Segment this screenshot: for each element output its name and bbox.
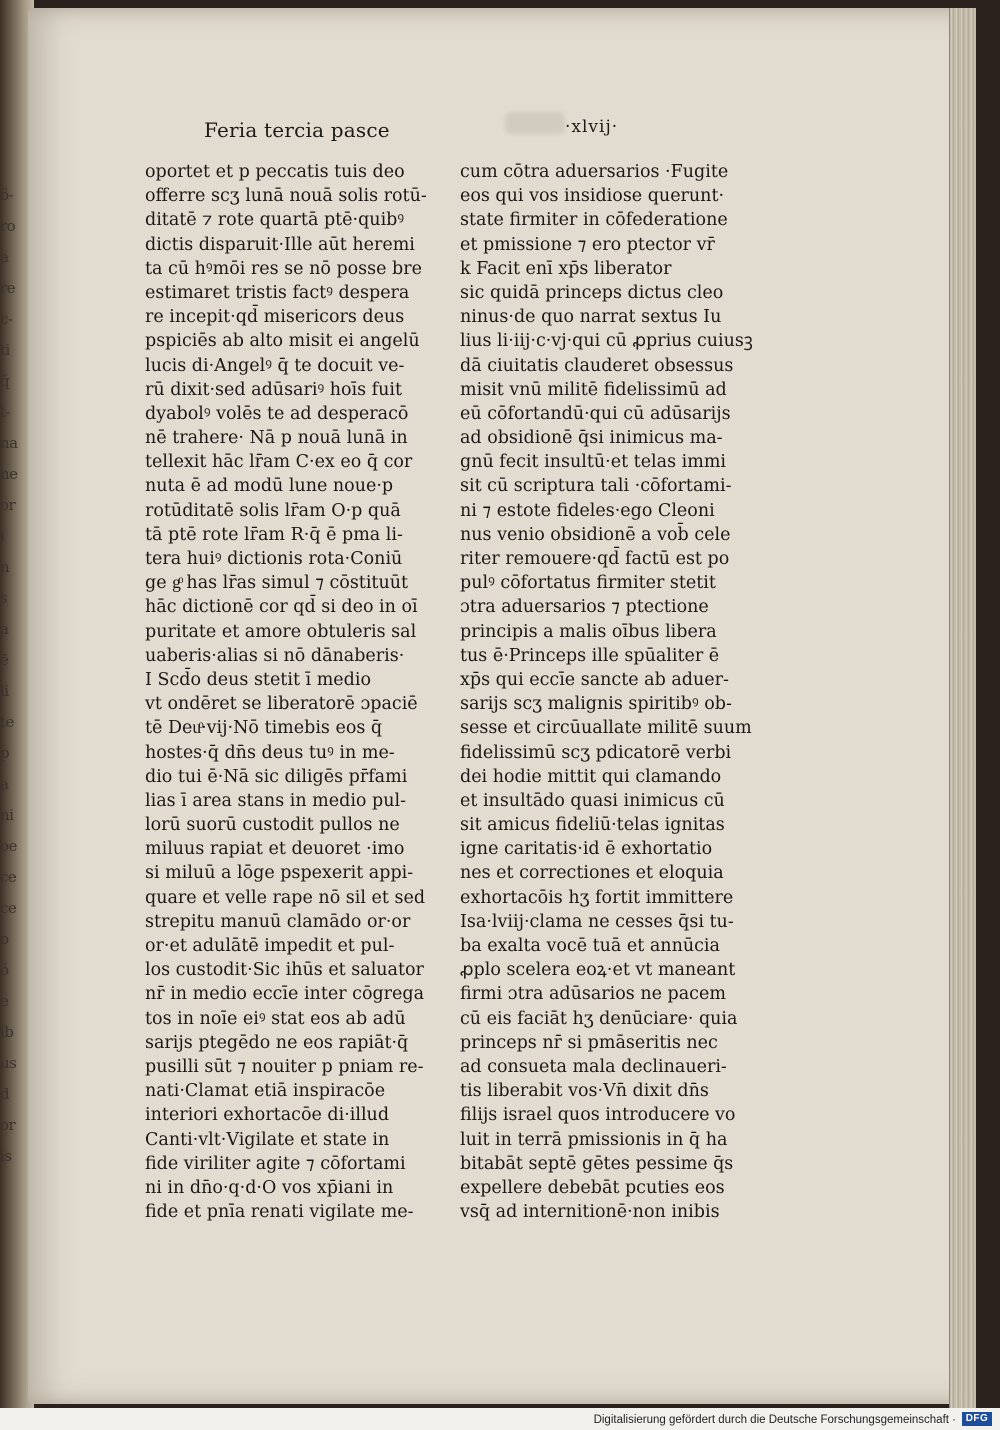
text-line: sesse et circūuallate militē suum [460, 718, 752, 739]
folio-number: ·xlvij· [565, 117, 619, 137]
text-line: cum cōtra aduersarios ·Fugite [460, 162, 729, 182]
text-line: uaberis·alias si nō dānaberis· [145, 645, 405, 666]
text-line: sit amicus fideliū·telas ignitas [460, 815, 725, 836]
text-line: pspiciēs ab alto misit ei angelū [145, 331, 420, 352]
prev-page-fragment: ne [0, 465, 18, 483]
prev-page-fragment: oe [0, 837, 17, 855]
text-line: puritate et amore obtuleris sal [145, 621, 417, 642]
text-line: expellere debebāt pcuties eos [460, 1177, 725, 1198]
text-line: nr̄ in medio eccīe inter cōgrega [145, 984, 425, 1005]
prev-page-fragment: a [0, 775, 9, 793]
text-line: Canti·vlt·Vigilate et state in [145, 1129, 390, 1150]
text-column-right [460, 160, 772, 1224]
text-line: lius li·iij·c·vj·qui cū ꝓprius cuiusꝫ [460, 331, 753, 352]
prev-page-fragment: li [0, 682, 9, 700]
text-line: xp̄s qui eccīe sancte ab aduer- [460, 669, 729, 690]
text-line: tā ptē rote lr̄am R·q̄ ē pma li- [145, 524, 403, 545]
text-line: sic quidā princeps dictus cleo [460, 282, 724, 303]
page-edges [949, 8, 976, 1413]
prev-page-fragment: d [0, 1085, 10, 1103]
prev-page-fragment: ro [0, 217, 16, 235]
text-line: tē Deuͦ·vij·Nō timebis eos q̄ [145, 718, 383, 739]
text-line: ad obsidionē q̄si inimicus ma- [460, 428, 723, 449]
text-line: hāc dictionē cor qd̄ si deo in oī [145, 597, 418, 618]
text-line: lorū suorū custodit pullos ne [145, 815, 400, 836]
text-line: tos in noīe eiꝰ stat eos ab adū [145, 1008, 406, 1029]
show-through-ghost [505, 112, 565, 134]
text-line: rū dixit·sed adūsariꝰ hoīs fuit [145, 379, 403, 400]
text-line: ditatē ⁊ rote quartā ptē·quibꝰ [145, 210, 405, 231]
text-line: ge gͦ has lr̄as simul ⁊ cōstituūt [145, 573, 409, 594]
text-line: tus ē·Princeps ille spūaliter ē [460, 645, 720, 666]
text-line: princeps nr̄ si pmāseritis nec [460, 1032, 718, 1053]
text-line: lias ī area stans in medio pul- [145, 790, 407, 811]
text-line: nuta ē ad modū lune noue·p [145, 476, 394, 497]
prev-page-fragment: ē [0, 651, 9, 669]
text-line: oportet et p peccatis tuis deo [145, 162, 405, 182]
prev-page-fragment: n [0, 558, 10, 576]
text-line: tera huiꝰ dictionis rota·Coniū [145, 549, 403, 569]
text-line: ninus·de quo narrat sextus Iu [460, 307, 722, 328]
text-line: bitabāt septē gētes pessime q̄s [460, 1153, 734, 1174]
text-line: fidelissimū scʒ pdicatorē verbi [460, 742, 732, 763]
prev-page-fragment: s [0, 589, 8, 607]
prev-page-fragment: c- [0, 310, 13, 328]
dfg-logo: DFG [962, 1412, 992, 1426]
text-column-left [145, 160, 445, 1224]
text-line: offerre scʒ lunā nouā solis rotū- [145, 186, 427, 207]
prev-page-fragment: te [0, 713, 14, 731]
prev-page-fragment: us [0, 1054, 17, 1072]
text-line: dei hodie mittit qui clamando [460, 766, 722, 787]
text-line: pulꝰ cōfortatus firmiter stetit [460, 573, 716, 594]
prev-page-fragment: t- [0, 403, 11, 421]
text-line: ba exalta vocē tuā et annūcia [460, 936, 720, 956]
text-line: or·et adulātē impedit et pul- [145, 936, 395, 956]
prev-page-fragment: ö- [0, 186, 14, 204]
prev-page-fragment: ib [0, 1023, 14, 1041]
text-line: quare et velle rape nō sil et sed [145, 887, 426, 908]
text-line: miluus rapiat et deuoret ·imo [145, 839, 405, 860]
previous-page-edge [0, 180, 30, 1200]
text-line: dio tui ē·Nā sic diligēs pr̄fami [145, 766, 408, 787]
text-line: ad consueta mala declinaueri- [460, 1056, 727, 1077]
prev-page-fragment: q̃ [0, 372, 10, 390]
prev-page-fragment: i [0, 527, 5, 545]
text-line: fide viriliter agite ⁊ cōfortami [145, 1153, 406, 1174]
text-line: sarijs ptegēdo ne eos rapiāt·q̄ [145, 1032, 409, 1053]
prev-page-fragment: ni [0, 806, 14, 824]
text-line: nus venio obsidionē a vob̄ cele [460, 524, 731, 545]
prev-page-fragment: re [0, 279, 16, 297]
text-line: re incepit·qd̄ misericors deus [145, 307, 405, 328]
prev-page-fragment: or [0, 1116, 16, 1134]
text-line: nati·Clamat etiā inspiracōe [145, 1081, 386, 1102]
text-line: riter remouere·qd̄ factū est po [460, 549, 730, 569]
text-line: ni in dn̄o·q·d·O vos xp̄iani in [145, 1177, 394, 1198]
text-line: sarijs scʒ malignis spiritibꝰ ob- [460, 694, 732, 715]
prev-page-fragment: or [0, 496, 16, 514]
text-line: exhortacōis hʒ fortit immittere [460, 887, 734, 908]
prev-page-fragment: a [0, 248, 9, 266]
prev-page-fragment: ce [0, 899, 17, 917]
prev-page-fragment: a [0, 620, 9, 638]
text-line: Isa·lviij·clama ne cesses q̄si tu- [460, 911, 734, 932]
text-line: los custodit·Sic ihūs et saluator [145, 960, 424, 981]
text-line: dā ciuitatis clauderet obsessus [460, 355, 734, 376]
text-line: dictis disparuit·Ille aūt heremi [145, 234, 415, 255]
text-line: principis a malis oībus libera [460, 621, 717, 642]
text-line: et insultādo quasi inimicus cū [460, 790, 725, 811]
text-line: eos qui vos insidiose querunt· [460, 186, 725, 207]
text-line: dyabolꝰ volēs te ad desperacō [145, 403, 409, 424]
text-line: et pmissione ⁊ ero ptector vr̄ [460, 234, 715, 255]
text-line: si miluū a lōge pspexerit appi- [145, 863, 414, 884]
text-line: ɔtra aduersarios ⁊ ptectione [460, 597, 709, 618]
text-line: eū cōfortandū·qui cū adūsarijs [460, 403, 731, 424]
text-line: tis liberabit vos·Vn̄ dixit dn̄s [460, 1081, 709, 1102]
prev-page-fragment: ti [0, 341, 10, 359]
text-line: gnū fecit insultū·et telas immi [460, 452, 727, 473]
prev-page-fragment: is [0, 1147, 12, 1165]
text-line: pusilli sūt ⁊ nouiter p pniam re- [145, 1056, 424, 1077]
prev-page-fragment: o [0, 930, 9, 948]
prev-page-fragment: p [0, 744, 10, 762]
text-line: tellexit hāc lr̄am C·ex eo q̄ cor [145, 452, 413, 473]
text-line: state firmiter in cōfederatione [460, 210, 728, 231]
text-line: fide et pnīa renati vigilate me- [145, 1202, 414, 1223]
text-line: ni ⁊ estote fideles·ego Cleoni [460, 500, 715, 521]
text-line: lucis di·Angelꝰ q̄ te docuit ve- [145, 355, 405, 376]
running-head: Feria tercia pasce [204, 118, 390, 142]
text-line: interiori exhortacōe di·illud [145, 1105, 390, 1126]
text-line: hostes·q̄ dn̄s deus tuꝰ in me- [145, 742, 395, 763]
text-line: firmi ɔtra adūsarios ne pacem [460, 984, 726, 1005]
text-line: estimaret tristis factꝰ despera [145, 282, 410, 303]
footer-bar [0, 1408, 1000, 1430]
text-line: misit vnū militē fidelissimū ad [460, 379, 727, 400]
text-line: I Scd̄o deus stetit ī medio [145, 669, 371, 690]
text-line: nes et correctiones et eloquia [460, 863, 724, 884]
text-line: strepitu manuū clamādo or·or [145, 911, 411, 932]
text-line: vsq̄ ad internitionē·non inibis [460, 1202, 720, 1223]
text-line: igne caritatis·id ē exhortatio [460, 839, 713, 860]
text-line: k Facit enī xp̄s liberator [460, 258, 672, 279]
text-line: ta cū hꝰmōi res se nō posse bre [145, 258, 422, 279]
text-line: cū eis faciāt hʒ denūciare· quia [460, 1008, 738, 1029]
text-line: ꝓplo scelera eoꝝ·et vt maneant [460, 960, 736, 981]
prev-page-fragment: na [0, 434, 18, 452]
prev-page-fragment: ce [0, 868, 17, 886]
text-line: vt ondēret se liberatorē ɔpaciē [145, 694, 418, 715]
text-line: filijs israel quos introducere vo [460, 1105, 736, 1126]
text-line: luit in terrā pmissionis in q̄ ha [460, 1129, 728, 1150]
text-line: sit cū scriptura tali ·cōfortami- [460, 476, 732, 497]
prev-page-fragment: ó [0, 961, 9, 979]
text-line: rotūditatē solis lr̄am O·p quā [145, 500, 401, 521]
footer-credit: Digitalisierung gefördert durch die Deutsche Forschungsgemeinschaft · [593, 1414, 956, 1426]
prev-page-fragment: e [0, 992, 9, 1010]
text-line: nē trahere· Nā p nouā lunā in [145, 428, 408, 449]
